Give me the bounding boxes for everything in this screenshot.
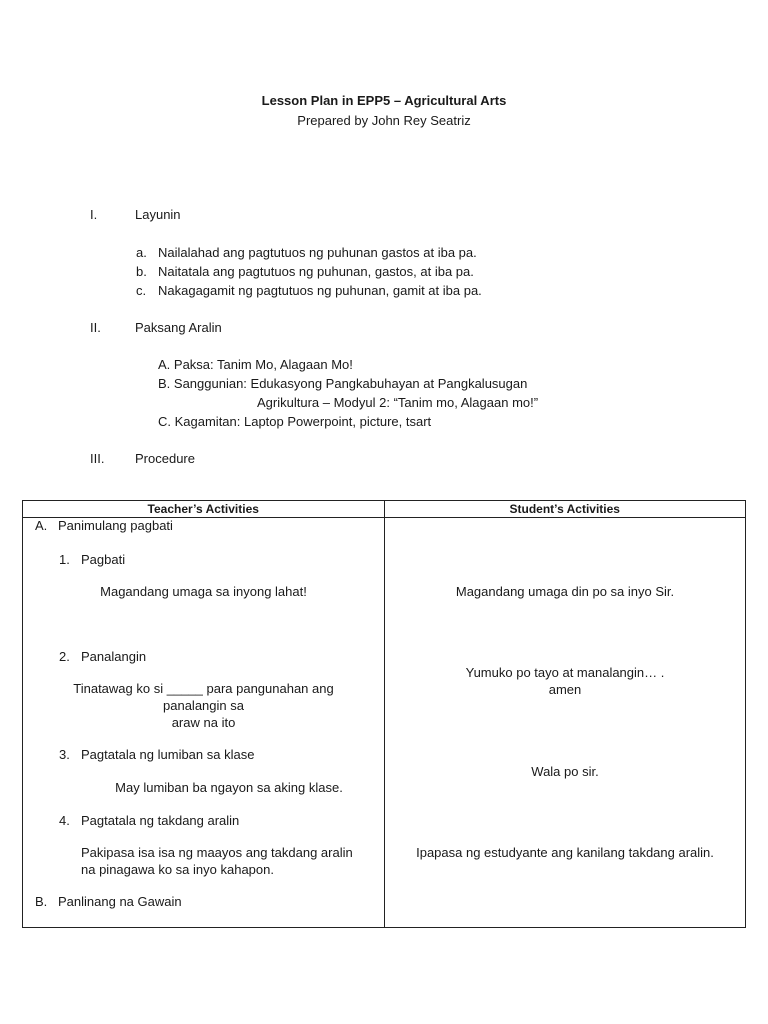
list-item-letter: b. xyxy=(136,264,147,279)
teacher-prayer-line: Tinatawag ko si _____ para pangunahan ang xyxy=(73,681,334,696)
student-prayer-line: amen xyxy=(548,682,582,697)
teacher-prayer-line: panalangin sa xyxy=(163,698,244,713)
step-number: 3. xyxy=(59,747,70,762)
step-label-takdang-aralin: Pagtatala ng takdang aralin xyxy=(81,813,240,828)
teacher-homework-line: Pakipasa isa isa ng maayos ang takdang aralin xyxy=(81,845,353,860)
step-number: 2. xyxy=(59,649,70,664)
activities-table xyxy=(22,500,746,928)
student-prayer-line: Yumuko po tayo at manalangin… . xyxy=(465,665,665,680)
column-header-teacher: Teacher’s Activities xyxy=(23,501,385,518)
kagamitan-line: C. Kagamitan: Laptop Powerpoint, picture, tsart xyxy=(158,414,432,429)
list-item: Naitatala ang pagtutuos ng puhunan, gastos, at iba pa. xyxy=(158,264,474,279)
student-greeting: Magandang umaga din po sa inyo Sir. xyxy=(455,584,675,599)
teacher-heading-panimula: Panimulang pagbati xyxy=(58,518,173,533)
teacher-greeting: Magandang umaga sa inyong lahat! xyxy=(100,584,307,599)
section-heading-layunin: Layunin xyxy=(135,207,181,222)
list-item-letter: A. xyxy=(35,518,48,533)
section-number: I. xyxy=(90,207,98,222)
section-number: III. xyxy=(90,451,105,466)
teacher-activities-cell xyxy=(23,518,385,928)
step-label-pagbati: Pagbati xyxy=(81,552,126,567)
step-number: 4. xyxy=(59,813,70,828)
student-activities-cell xyxy=(384,518,746,928)
teacher-absence-question: May lumiban ba ngayon sa aking klase. xyxy=(115,780,343,795)
student-homework-response: Ipapasa ng estudyante ang kanilang takdang aralin. xyxy=(416,845,714,860)
column-header-student: Student’s Activities xyxy=(384,501,746,518)
step-label-lumiban: Pagtatala ng lumiban sa klase xyxy=(81,747,255,762)
section-heading-procedure: Procedure xyxy=(135,451,195,466)
student-absence-answer: Wala po sir. xyxy=(531,764,599,779)
teacher-homework-line: na pinagawa ko sa inyo kahapon. xyxy=(81,862,274,877)
list-item-letter: c. xyxy=(136,283,147,298)
section-heading-paksang-aralin: Paksang Aralin xyxy=(135,320,222,335)
page-title: Lesson Plan in EPP5 – Agricultural Arts xyxy=(261,93,507,108)
list-item: Nakagagamit ng pagtutuos ng puhunan, gamit at iba pa. xyxy=(158,283,482,298)
list-item-letter: a. xyxy=(136,245,147,260)
sanggunian-continued: Agrikultura – Modyul 2: “Tanim mo, Alagaan mo!” xyxy=(257,395,539,410)
teacher-prayer-line: araw na ito xyxy=(171,715,236,730)
paksa-line: A. Paksa: Tanim Mo, Alagaan Mo! xyxy=(158,357,353,372)
list-item: Nailalahad ang pagtutuos ng puhunan gastos at iba pa. xyxy=(158,245,477,260)
section-number: II. xyxy=(90,320,101,335)
step-number: 1. xyxy=(59,552,70,567)
sanggunian-line: B. Sanggunian: Edukasyong Pangkabuhayan at Pangkalusugan xyxy=(158,376,528,391)
teacher-heading-panlinang: Panlinang na Gawain xyxy=(58,894,182,909)
list-item-letter: B. xyxy=(35,894,48,909)
step-label-panalangin: Panalangin xyxy=(81,649,147,664)
author-line: Prepared by John Rey Seatriz xyxy=(297,113,471,128)
